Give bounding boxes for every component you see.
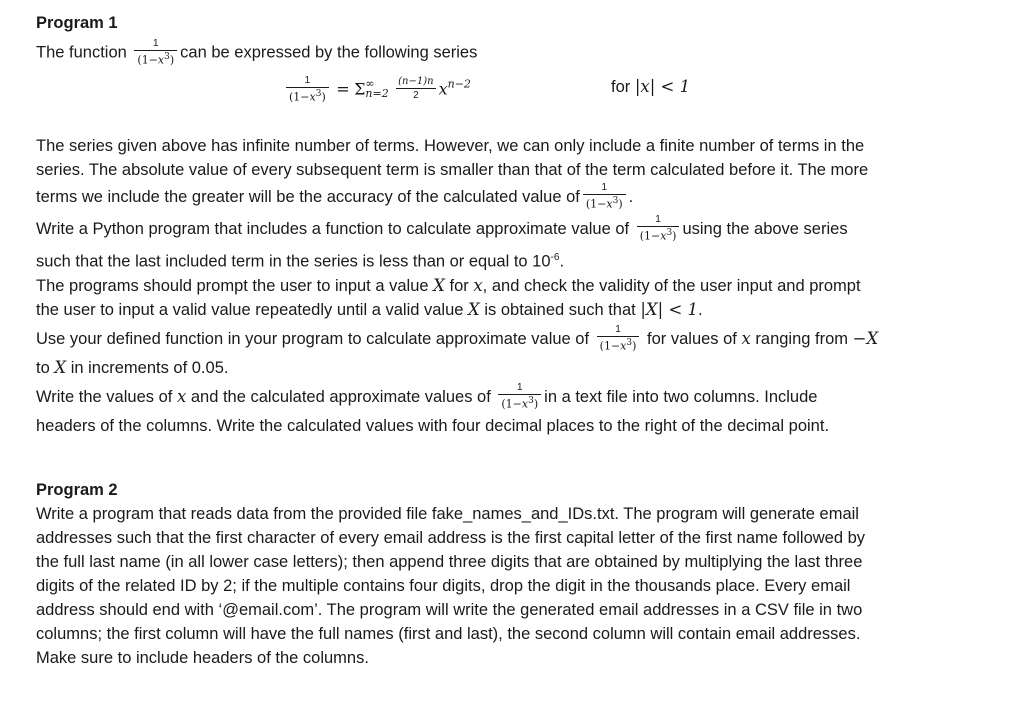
program-1-section bbox=[36, 11, 996, 68]
program-2-line-4: digits of the related ID by 2; if the multiple contains four digits, drop the digit in the thousands place. Every email bbox=[36, 577, 851, 595]
series-term-fraction: $\frac{(n-1)n}{2}$ bbox=[398, 76, 434, 102]
para-4-line-1: Use your defined function in your program to calculate approximate value of $\frac{1}{(1-x^3)}$ for values of x ranging from −X bbox=[36, 323, 879, 353]
program-2-line-5: address should end with ‘@email.com’. The program will write the generated email addresses in a CSV file in two bbox=[36, 601, 863, 619]
series-condition: for |x| < 1 bbox=[611, 77, 691, 96]
para-2-line-1: Write a Python program that includes a function to calculate approximate value of $\frac{1}{(1-x^3)}$ using the above series bbox=[36, 214, 848, 243]
para-3-line-1: The programs should prompt the user to input a value X for x, and check the validity of the user input and prompt bbox=[36, 275, 861, 295]
program-1-intro: The function $\frac{1}{(1-x^3)}$ can be expressed by the following series bbox=[36, 38, 478, 67]
para-5-line-1: Write the values of x and the calculated approximate values of $\frac{1}{(1-x^3)}$ in a text file into two columns. Include bbox=[36, 381, 818, 411]
series-formula: $\frac{1}{(1-x^3)}$ = Σ ∞ n=2 $\frac{(n-1)n}{2}$ $x^{n-2}$ bbox=[283, 76, 471, 105]
para-1-line-2: series. The absolute value of every subsequent term is smaller than that of the term calculated before it. The more bbox=[36, 161, 869, 179]
program-2-section bbox=[36, 478, 996, 670]
program-1-body bbox=[36, 134, 996, 438]
para-2-line-2: such that the last included term in the series is less than or equal to $10^{-6}$. bbox=[36, 252, 565, 271]
program-2-line-6: columns; the first column will have the full names (first and last), the second column will contain email addresses. bbox=[36, 625, 861, 643]
para-4-line-2: to X in increments of 0.05. bbox=[36, 357, 229, 377]
para-5-line-2: headers of the columns. Write the calculated values with four decimal places to the right of the decimal point. bbox=[36, 416, 830, 435]
program-2-title: Program 2 bbox=[36, 481, 118, 499]
program-1-title: Program 1 bbox=[36, 14, 118, 32]
series-lhs-fraction: $\frac{1}{(1-x^3)}$ bbox=[286, 75, 329, 104]
para-1-line-3: terms we include the greater will be the accuracy of the calculated value of $\frac{1}{(1-x^3)}$ . bbox=[36, 182, 634, 211]
program-2-line-3: the full last name (in all lower case letters); then append three digits that are obtained by multiplying the last three bbox=[36, 553, 863, 571]
para-1-line-1: The series given above has infinite number of terms. However, we can only include a finite number of terms in the bbox=[36, 137, 865, 155]
fraction-1-over-1-minus-x-cubed: $\frac{1}{(1-x^3)}$ bbox=[134, 38, 177, 67]
para-3-line-2: the user to input a valid value repeatedly until a valid value X is obtained such that |X| < 1. bbox=[36, 299, 703, 319]
program-2-line-2: addresses such that the first character of every email address is the first capital letter of the first name followed by bbox=[36, 529, 866, 547]
summation-sign: Σ bbox=[354, 79, 366, 99]
program-2-line-7: Make sure to include headers of the columns. bbox=[36, 649, 369, 667]
program-2-line-1: Write a program that reads data from the provided file fake_names_and_IDs.txt. The program will generate email bbox=[36, 505, 859, 523]
